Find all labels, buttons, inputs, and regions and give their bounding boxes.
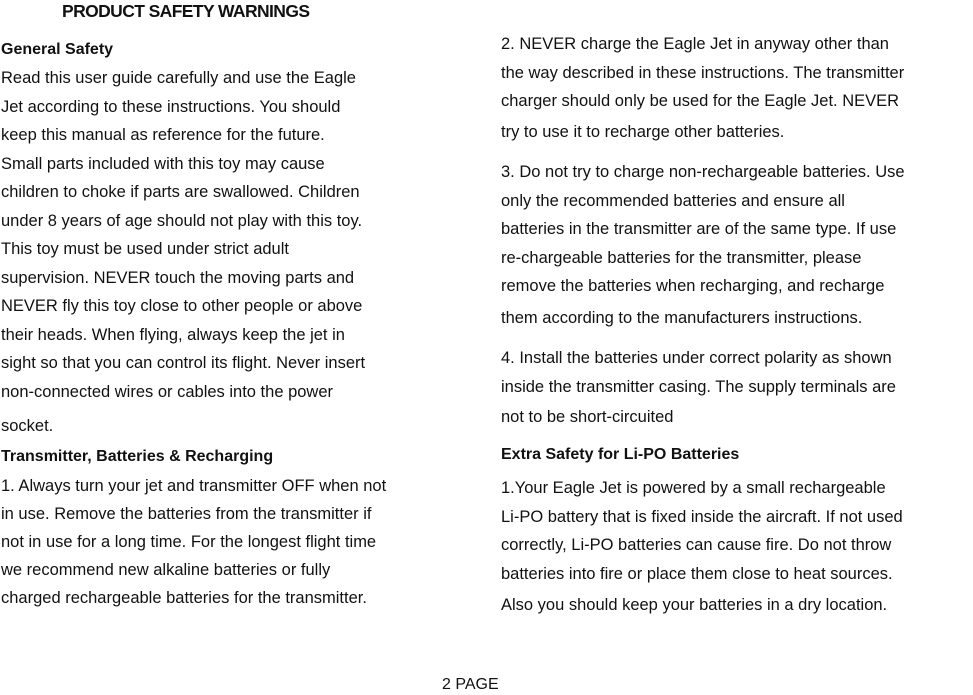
text-line: only the recommended batteries and ensure all	[501, 191, 845, 210]
item-4-text	[501, 344, 896, 430]
text-line: NEVER fly this toy close to other people or above	[1, 297, 363, 315]
lipo-heading: Extra Safety for Li-PO Batteries	[501, 446, 740, 463]
text-line: 4. Install the batteries under correct polarity as shown	[501, 349, 892, 367]
text-line: charger should only be used for the Eagle Jet. NEVER	[501, 92, 900, 110]
transmitter-text	[1, 472, 386, 612]
page-title: PRODUCT SAFETY WARNINGS	[62, 1, 310, 21]
text-line: non-connected wires or cables into the power	[1, 382, 334, 401]
text-line: batteries in the transmitter are of the same type. If use	[501, 220, 897, 238]
text-line: charged rechargeable batteries for the transmitter.	[1, 589, 367, 607]
general-safety-heading: General Safety	[1, 41, 114, 58]
text-line: remove the batteries when recharging, and recharge	[501, 277, 885, 295]
text-line: them according to the manufacturers instructions.	[501, 308, 863, 327]
text-line: children to choke if parts are swallowed. Children	[1, 183, 360, 201]
text-line: the way described in these instructions. The transmitter	[501, 63, 905, 82]
page-footer: 2 PAGE	[442, 676, 499, 693]
text-line: Jet according to these instructions. You should	[1, 97, 341, 116]
item-2-text	[501, 30, 904, 144]
text-line: sight so that you can control its flight. Never insert	[1, 354, 366, 372]
text-line: we recommend new alkaline batteries or fully	[1, 561, 331, 579]
text-line: Li-PO battery that is fixed inside the aircraft. If not used	[501, 507, 903, 526]
text-line: 1. Always turn your jet and transmitter OFF when not	[1, 477, 387, 495]
text-line: their heads. When flying, always keep the jet in	[1, 325, 345, 344]
text-line: 3. Do not try to charge non-rechargeable batteries. Use	[501, 163, 905, 181]
text-line: inside the transmitter casing. The supply terminals are	[501, 377, 896, 396]
text-line: 2. NEVER charge the Eagle Jet in anyway other than	[501, 35, 889, 53]
general-safety-text	[1, 64, 365, 440]
text-line: in use. Remove the batteries from the transmitter if	[1, 505, 372, 523]
item-3-text	[501, 158, 905, 329]
lipo-text	[501, 474, 903, 617]
text-line: 1.Your Eagle Jet is powered by a small rechargeable	[501, 479, 886, 497]
text-line: supervision. NEVER touch the moving parts and	[1, 268, 355, 287]
text-line: under 8 years of age should not play with this toy.	[1, 211, 363, 230]
text-line: This toy must be used under strict adult	[1, 240, 289, 258]
text-line: re-chargeable batteries for the transmitter, please	[501, 248, 862, 267]
text-line: correctly, Li-PO batteries can cause fire. Do not throw	[501, 536, 892, 554]
text-line: not to be short-circuited	[501, 408, 674, 426]
text-line: Also you should keep your batteries in a dry location.	[501, 596, 888, 614]
text-line: keep this manual as reference for the future.	[1, 126, 325, 144]
text-line: socket.	[1, 417, 54, 435]
text-line: try to use it to recharge other batteries.	[501, 122, 785, 141]
text-line: Read this user guide carefully and use the Eagle	[1, 69, 356, 87]
transmitter-heading: Transmitter, Batteries & Recharging	[1, 448, 274, 465]
text-line: not in use for a long time. For the longest flight time	[1, 533, 377, 551]
text-line: Small parts included with this toy may cause	[1, 154, 325, 173]
text-line: batteries into fire or place them close to heat sources.	[501, 564, 893, 583]
